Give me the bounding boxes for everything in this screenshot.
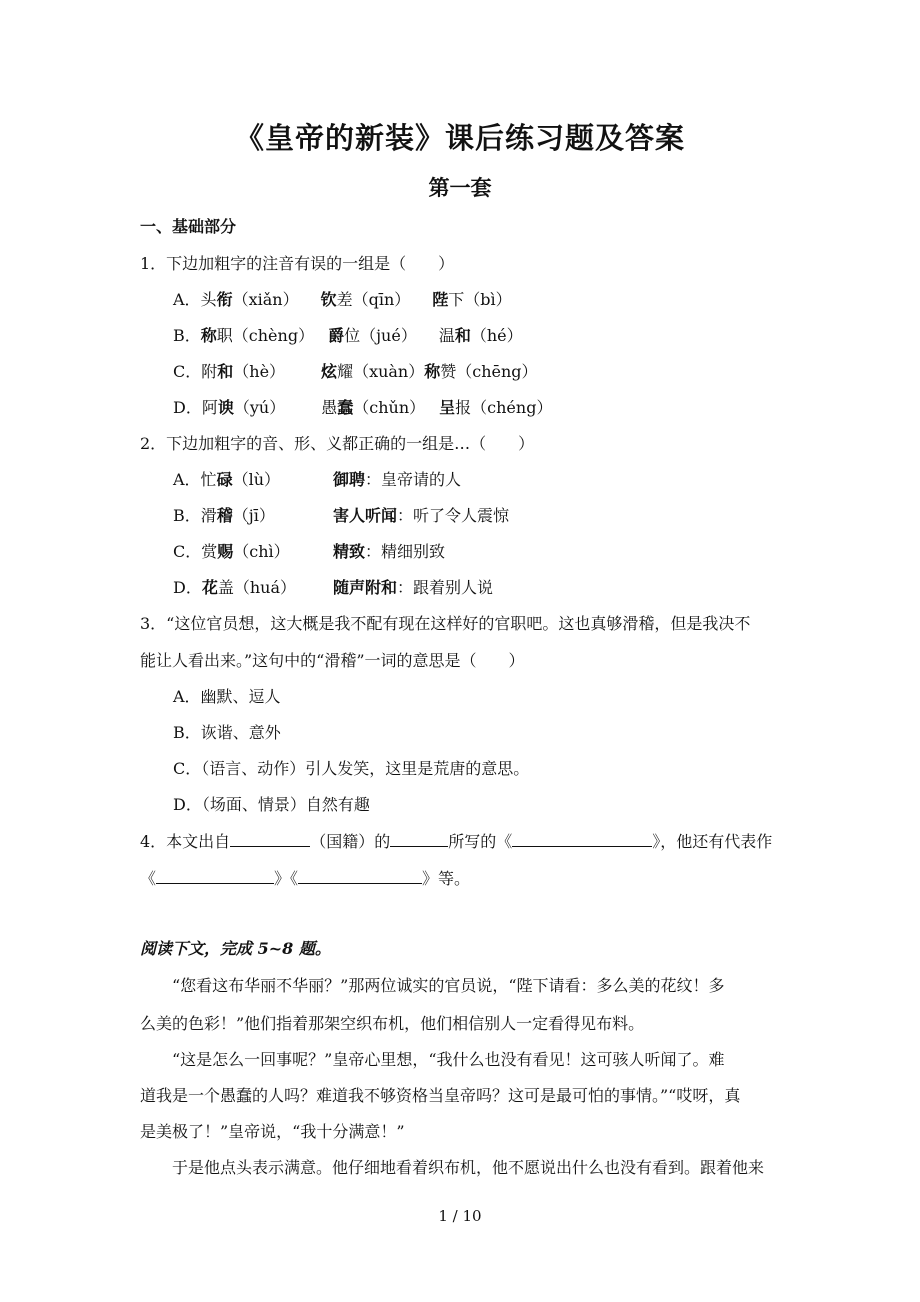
passage-line: 么美的色彩！”他们指着那架空织布机，他们相信别人一定看得见布料。 (140, 1014, 645, 1033)
set-title: 第一套 (428, 175, 492, 200)
blank-field (390, 830, 448, 847)
q2-option-a: A．忙碌（lù） 御聘：皇帝请的人 (173, 470, 462, 489)
q3-option-a: A．幽默、逗人 (173, 687, 281, 706)
q1-option-b: B．称职（chèng） 爵位（jué） 温和（hé） (173, 326, 523, 345)
q2-option-d: D．花盖（huá） 随声附和：跟着别人说 (173, 578, 494, 597)
passage-line: “这是怎么一回事呢？”皇帝心里想，“我什么也没有看见！这可骇人听闻了。难 (172, 1050, 725, 1069)
q1-option-d: D．阿谀（yú） 愚蠢（chǔn） 呈报（chéng） (173, 398, 553, 417)
q3-stem-line2: 能让人看出来。”这句中的“滑稽”一词的意思是（ ） (140, 651, 525, 670)
q4-line1: 4．本文出自 （国籍）的 所写的《 》，他还有代表作 (140, 832, 773, 851)
reading-heading: 阅读下文，完成 5~8 题。 (140, 939, 331, 958)
q1-option-a: A．头衔（xiǎn） 钦差（qīn） 陛下（bì） (173, 290, 512, 309)
q1-stem: 1．下边加粗字的注音有误的一组是（ ） (140, 254, 455, 273)
blank-field (512, 830, 652, 847)
q2-option-b: B．滑稽（jī） 害人听闻：听了令人震惊 (173, 506, 510, 525)
passage-line: 是美极了！”皇帝说，“我十分满意！” (140, 1122, 405, 1141)
blank-field (156, 867, 274, 884)
q3-stem-line1: 3．“这位官员想，这大概是我不配有现在这样好的官职吧。这也真够滑稽，但是我决不 (140, 614, 751, 633)
page-number: 1 / 10 (438, 1207, 482, 1225)
q1-option-c: C．附和（hè） 炫耀（xuàn）称赞（chēng） (173, 362, 538, 381)
passage-line: “您看这布华丽不华丽？”那两位诚实的官员说，“陛下请看：多么美的花纹！多 (172, 976, 725, 995)
passage-line: 道我是一个愚蠢的人吗？难道我不够资格当皇帝吗？这可是最可怕的事情。”“哎呀，真 (140, 1086, 741, 1105)
section-heading: 一、基础部分 (140, 217, 237, 236)
q3-option-b: B．诙谐、意外 (173, 723, 281, 742)
blank-field (230, 830, 310, 847)
passage-line: 于是他点头表示满意。他仔细地看着织布机，他不愿说出什么也没有看到。跟着他来 (172, 1158, 765, 1177)
document-title: 《皇帝的新装》课后练习题及答案 (234, 121, 685, 155)
blank-field (298, 867, 422, 884)
q2-option-c: C．赏赐（chì） 精致：精细别致 (173, 542, 446, 561)
q3-option-c: C．（语言、动作）引人发笑，这里是荒唐的意思。 (173, 759, 530, 778)
q3-option-d: D．（场面、情景）自然有趣 (173, 795, 370, 814)
q2-stem: 2．下边加粗字的音、形、义都正确的一组是…（ ） (140, 434, 535, 453)
q4-line2: 《 》《 》等。 (140, 869, 471, 888)
